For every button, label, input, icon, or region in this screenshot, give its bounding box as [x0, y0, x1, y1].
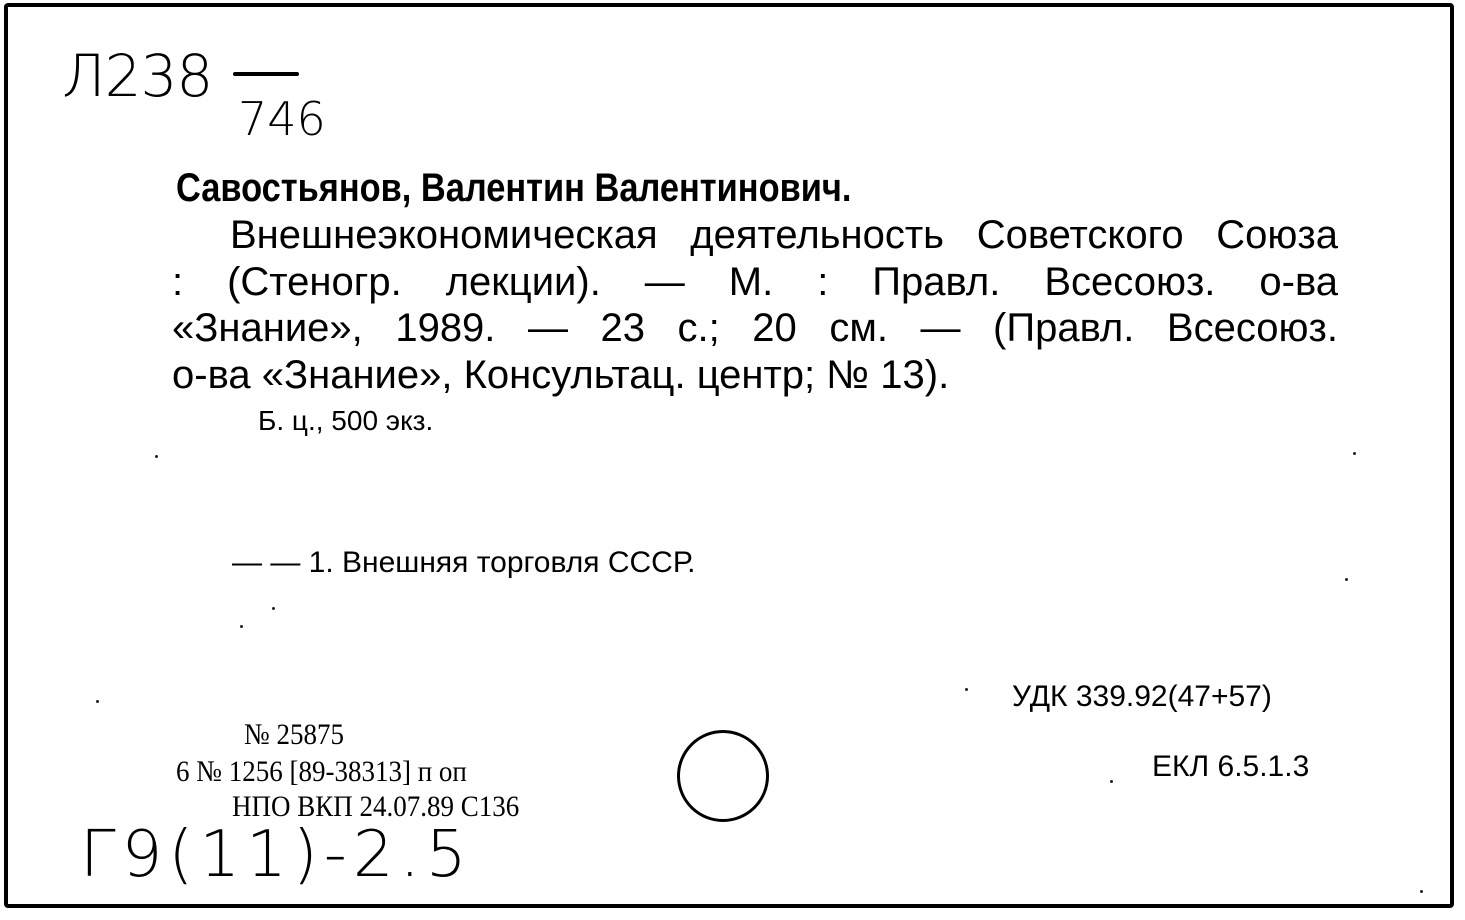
subject-heading: — — 1. Внешняя торговля СССР.: [232, 546, 696, 579]
publisher-line-1: № 25875: [244, 718, 345, 751]
shelf-mark-rule: [233, 72, 299, 76]
scan-speck: [96, 700, 99, 703]
call-number: Г9(11)-2.5: [80, 818, 473, 892]
scan-speck: [155, 455, 158, 458]
scan-speck: [272, 607, 275, 610]
description-line-1: Внешнеэкономическая деятельность Советского Союза: [230, 213, 1338, 257]
scan-speck: [965, 688, 968, 691]
scan-speck: [1110, 780, 1113, 783]
shelf-mark: Л238: [62, 42, 213, 110]
punch-hole-circle: [677, 730, 769, 822]
ekl-code: ЕКЛ 6.5.1.3: [1152, 750, 1310, 783]
description-line-3: «Знание», 1989. — 23 с.; 20 см. — (Правл. Всесоюз.: [172, 306, 1338, 350]
udk-code: УДК 339.92(47+57): [1012, 680, 1272, 713]
scan-speck: [1345, 578, 1348, 581]
publisher-line-3: НПО ВКП 24.07.89 С136: [232, 790, 520, 823]
publisher-line-2: 6 № 1256 [89-38313] п оп: [176, 755, 467, 788]
description-line-2: : (Стеногр. лекции). — М. : Правл. Всесоюз. о-ва: [172, 260, 1338, 304]
author-heading: Савостьянов, Валентин Валентинович.: [176, 166, 852, 210]
description-line-4: о-ва «Знание», Консультац. центр; № 13).: [172, 353, 950, 397]
price-note: Б. ц., 500 экз.: [258, 405, 434, 436]
scan-speck: [240, 625, 243, 628]
scan-speck: [1353, 452, 1356, 455]
shelf-mark-sub: 746: [238, 92, 326, 146]
scan-speck: [1420, 890, 1423, 893]
